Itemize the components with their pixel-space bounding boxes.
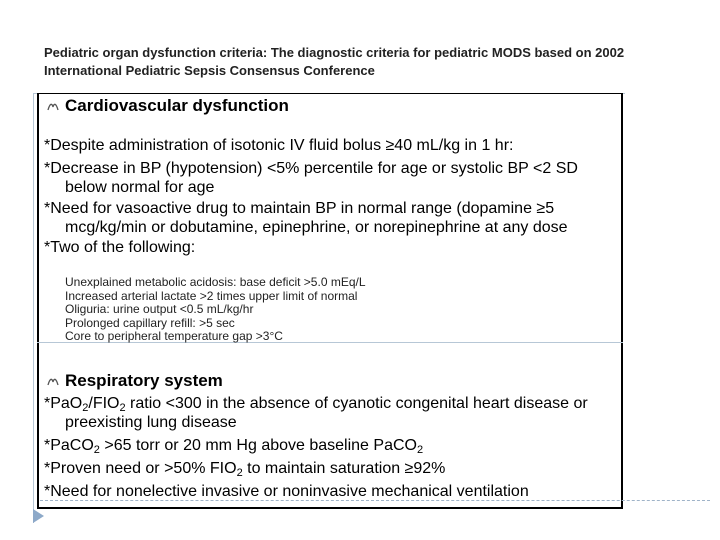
bullet-icon [46,99,60,113]
cardio-criteria [44,136,624,257]
play-arrow-icon [33,509,44,523]
resp-item-1: $*PaO_2/FIO_2$ ratio <300 in the absence of cyanotic congenital heart disease or preexisting lung disease [44,395,588,431]
cardio-item-2: *Decrease in BP (hypotension) <5% percentile for age or systolic BP <2 SD below normal for age [44,160,578,196]
slide-title: Pediatric organ dysfunction criteria: The diagnostic criteria for pediatric MODS based on 2002 International Pediatric Sepsis Consensus Conference [44,45,625,78]
cardio-sub-list [65,276,366,344]
resp-item-2: *PaCO$_2$ >65 torr or 20 mm Hg above baseline PaCO$_2$ [44,437,424,456]
cardio-item-1: *Despite administration of isotonic IV fluid bolus ≥40 mL/kg in 1 hr: [44,137,514,154]
resp-item-3: *Proven need or >50% $FIO_2$ to maintain saturation ≥92% [44,460,446,479]
frame-line-left [33,93,34,523]
cardio-heading: Cardiovascular dysfunction [65,96,289,115]
sub-item-5: Core to peripheral temperature gap >3°C [65,329,283,343]
sub-item-3: Oliguria: urine output <0.5 mL/kg/hr [65,302,254,316]
resp-item-4: *Need for nonelective invasive or noninvasive mechanical ventilation [44,483,529,500]
sub-item-4: Prolonged capillary refill: >5 sec [65,315,235,330]
bullet-icon [46,374,60,388]
resp-criteria [44,394,624,501]
cardio-item-4: *Two of the following: [44,239,196,256]
resp-heading: Respiratory system [65,371,223,390]
sub-item-1: Unexplained metabolic acidosis: base deficit >5.0 mEq/L [65,275,366,289]
sub-item-2: Increased arterial lactate >2 times upper limit of normal [65,288,358,303]
cardio-item-3: *Need for vasoactive drug to maintain BP in normal range (dopamine ≥5 mcg/kg/min or dobutamine, epinephrine, or norepinephrine at any dose [44,200,568,236]
